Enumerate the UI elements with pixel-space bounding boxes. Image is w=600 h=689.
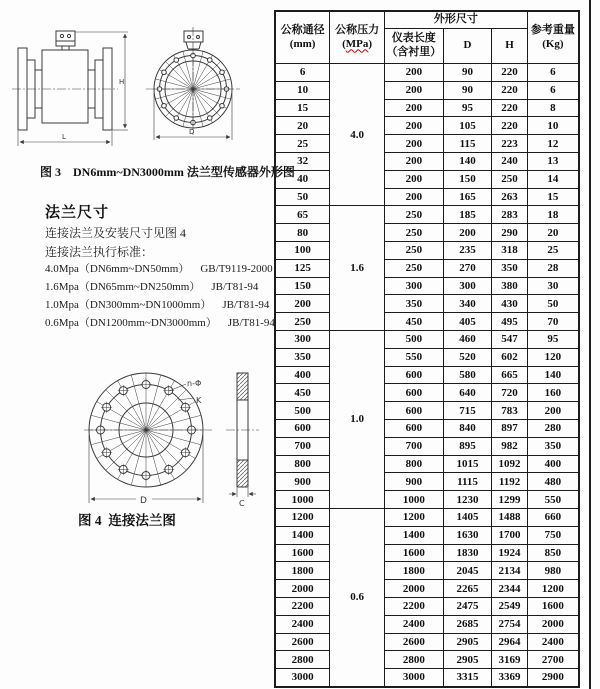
weight-cell: 280 bbox=[527, 419, 579, 437]
table-row bbox=[275, 526, 579, 544]
length-cell: 600 bbox=[384, 419, 443, 437]
length-cell: 200 bbox=[384, 170, 443, 188]
dn-cell: 100 bbox=[275, 241, 330, 259]
d-cell: 140 bbox=[443, 152, 492, 170]
dn-cell: 3000 bbox=[275, 669, 330, 687]
d-cell: 115 bbox=[443, 135, 492, 153]
h-cell: 1299 bbox=[492, 491, 527, 509]
pressure-cell: 1.6 bbox=[330, 206, 385, 331]
label-k: K bbox=[196, 396, 202, 405]
h-cell: 897 bbox=[492, 419, 527, 437]
figure4-drawing bbox=[0, 340, 270, 510]
table-row bbox=[275, 295, 579, 313]
weight-cell: 25 bbox=[527, 241, 579, 259]
table-row bbox=[275, 224, 579, 242]
d-cell: 520 bbox=[443, 348, 492, 366]
h-cell: 495 bbox=[492, 313, 527, 331]
table-row bbox=[275, 508, 579, 526]
length-cell: 250 bbox=[384, 206, 443, 224]
h-cell: 602 bbox=[492, 348, 527, 366]
d-cell: 200 bbox=[443, 224, 492, 242]
flange-note-1: 连接法兰及安装尺寸见图 4 bbox=[45, 226, 187, 240]
flange-section-view bbox=[226, 373, 259, 497]
weight-cell: 750 bbox=[527, 526, 579, 544]
h-cell: 2344 bbox=[492, 580, 527, 598]
spec-table bbox=[274, 10, 580, 688]
table-row bbox=[275, 580, 579, 598]
weight-cell: 8 bbox=[527, 99, 579, 117]
d-cell: 715 bbox=[443, 402, 492, 420]
length-cell: 1600 bbox=[384, 544, 443, 562]
dn-cell: 1800 bbox=[275, 562, 330, 580]
d-cell: 300 bbox=[443, 277, 492, 295]
h-cell: 2754 bbox=[492, 615, 527, 633]
weight-cell: 13 bbox=[527, 152, 579, 170]
weight-cell: 120 bbox=[527, 348, 579, 366]
dn-cell: 125 bbox=[275, 259, 330, 277]
h-cell: 220 bbox=[492, 81, 527, 99]
weight-cell: 660 bbox=[527, 508, 579, 526]
length-cell: 500 bbox=[384, 330, 443, 348]
table-row bbox=[275, 152, 579, 170]
length-cell: 250 bbox=[384, 224, 443, 242]
d-cell: 1115 bbox=[443, 473, 492, 491]
header-length: 仪表长度 （含衬里） bbox=[384, 29, 443, 64]
standard-line-1: 4.0Mpa（DN6mm~DN50mm） GB/T9119-2000 bbox=[45, 263, 273, 275]
dn-cell: 65 bbox=[275, 206, 330, 224]
table-row bbox=[275, 633, 579, 651]
d-cell: 185 bbox=[443, 206, 492, 224]
h-cell: 263 bbox=[492, 188, 527, 206]
weight-cell: 1600 bbox=[527, 597, 579, 615]
d-cell: 460 bbox=[443, 330, 492, 348]
weight-cell: 1200 bbox=[527, 580, 579, 598]
h-cell: 665 bbox=[492, 366, 527, 384]
dn-cell: 150 bbox=[275, 277, 330, 295]
length-cell: 600 bbox=[384, 366, 443, 384]
h-cell: 250 bbox=[492, 170, 527, 188]
table-row bbox=[275, 135, 579, 153]
h-cell: 380 bbox=[492, 277, 527, 295]
h-cell: 2134 bbox=[492, 562, 527, 580]
d-cell: 1015 bbox=[443, 455, 492, 473]
table-row bbox=[275, 491, 579, 509]
dn-cell: 2200 bbox=[275, 597, 330, 615]
d-cell: 1830 bbox=[443, 544, 492, 562]
h-cell: 783 bbox=[492, 402, 527, 420]
h-cell: 240 bbox=[492, 152, 527, 170]
weight-cell: 95 bbox=[527, 330, 579, 348]
table-row bbox=[275, 170, 579, 188]
length-cell: 200 bbox=[384, 81, 443, 99]
length-cell: 350 bbox=[384, 295, 443, 313]
table-row bbox=[275, 384, 579, 402]
length-cell: 200 bbox=[384, 188, 443, 206]
table-row bbox=[275, 402, 579, 420]
dn-cell: 500 bbox=[275, 402, 330, 420]
length-cell: 3000 bbox=[384, 669, 443, 687]
d-cell: 895 bbox=[443, 437, 492, 455]
dn-cell: 1600 bbox=[275, 544, 330, 562]
d-cell: 405 bbox=[443, 313, 492, 331]
weight-cell: 2400 bbox=[527, 633, 579, 651]
h-cell: 220 bbox=[492, 64, 527, 82]
dim-label-d: D bbox=[140, 496, 147, 506]
dn-cell: 1200 bbox=[275, 508, 330, 526]
length-cell: 2800 bbox=[384, 651, 443, 669]
dn-cell: 900 bbox=[275, 473, 330, 491]
d-cell: 3315 bbox=[443, 669, 492, 687]
table-row bbox=[275, 651, 579, 669]
length-cell: 1800 bbox=[384, 562, 443, 580]
length-cell: 600 bbox=[384, 384, 443, 402]
dn-cell: 20 bbox=[275, 117, 330, 135]
length-cell: 200 bbox=[384, 99, 443, 117]
pressure-cell: 0.6 bbox=[330, 508, 385, 686]
standard-line-2: 1.6Mpa（DN65mm~DN250mm） JB/T81-94 bbox=[45, 281, 259, 293]
length-cell: 300 bbox=[384, 277, 443, 295]
table-row bbox=[275, 81, 579, 99]
table-row bbox=[275, 99, 579, 117]
length-cell: 800 bbox=[384, 455, 443, 473]
weight-cell: 400 bbox=[527, 455, 579, 473]
label-c: C bbox=[239, 499, 245, 508]
weight-cell: 10 bbox=[527, 117, 579, 135]
weight-cell: 20 bbox=[527, 224, 579, 242]
length-cell: 200 bbox=[384, 64, 443, 82]
d-cell: 90 bbox=[443, 64, 492, 82]
table-row bbox=[275, 330, 579, 348]
h-cell: 220 bbox=[492, 99, 527, 117]
table-row bbox=[275, 313, 579, 331]
table-row bbox=[275, 615, 579, 633]
length-cell: 700 bbox=[384, 437, 443, 455]
weight-cell: 850 bbox=[527, 544, 579, 562]
weight-cell: 200 bbox=[527, 402, 579, 420]
weight-cell: 30 bbox=[527, 277, 579, 295]
converter-box bbox=[56, 31, 75, 50]
d-cell: 340 bbox=[443, 295, 492, 313]
length-cell: 2400 bbox=[384, 615, 443, 633]
dn-cell: 350 bbox=[275, 348, 330, 366]
d-cell: 2685 bbox=[443, 615, 492, 633]
d-cell: 1405 bbox=[443, 508, 492, 526]
d-cell: 150 bbox=[443, 170, 492, 188]
h-cell: 982 bbox=[492, 437, 527, 455]
flange-note-2: 连接法兰执行标准： bbox=[45, 245, 154, 259]
pressure-cell: 1.0 bbox=[330, 330, 385, 508]
dn-cell: 800 bbox=[275, 455, 330, 473]
table-row bbox=[275, 562, 579, 580]
header-weight: 参考重量 (Kg) bbox=[527, 11, 579, 64]
dn-cell: 450 bbox=[275, 384, 330, 402]
weight-cell: 6 bbox=[527, 64, 579, 82]
length-cell: 200 bbox=[384, 152, 443, 170]
d-cell: 165 bbox=[443, 188, 492, 206]
d-cell: 90 bbox=[443, 81, 492, 99]
length-cell: 2000 bbox=[384, 580, 443, 598]
dn-cell: 2400 bbox=[275, 615, 330, 633]
standard-line-4: 0.6Mpa（DN1200mm~DN3000mm） JB/T81-94 bbox=[45, 317, 275, 329]
standard-line-3: 1.0Mpa（DN300mm~DN1000mm） JB/T81-94 bbox=[45, 299, 270, 311]
dn-cell: 6 bbox=[275, 64, 330, 82]
weight-cell: 15 bbox=[527, 188, 579, 206]
dn-cell: 600 bbox=[275, 419, 330, 437]
d-cell: 1630 bbox=[443, 526, 492, 544]
mpa-unit: MPa bbox=[345, 37, 369, 50]
spec-table-body bbox=[275, 64, 579, 687]
dn-cell: 32 bbox=[275, 152, 330, 170]
table-row bbox=[275, 241, 579, 259]
h-cell: 290 bbox=[492, 224, 527, 242]
h-cell: 3369 bbox=[492, 669, 527, 687]
dn-cell: 250 bbox=[275, 313, 330, 331]
dn-cell: 1400 bbox=[275, 526, 330, 544]
table-row bbox=[275, 437, 579, 455]
weight-cell: 480 bbox=[527, 473, 579, 491]
header-pn: 公称压力 (MPa) bbox=[330, 11, 385, 64]
weight-cell: 140 bbox=[527, 366, 579, 384]
dn-cell: 400 bbox=[275, 366, 330, 384]
table-row bbox=[275, 544, 579, 562]
leader-line-k bbox=[178, 398, 194, 400]
length-cell: 250 bbox=[384, 241, 443, 259]
h-cell: 1092 bbox=[492, 455, 527, 473]
d-cell: 105 bbox=[443, 117, 492, 135]
h-cell: 220 bbox=[492, 117, 527, 135]
dn-cell: 25 bbox=[275, 135, 330, 153]
header-dn: 公称通径 (mm) bbox=[275, 11, 330, 64]
weight-cell: 12 bbox=[527, 135, 579, 153]
weight-cell: 14 bbox=[527, 170, 579, 188]
d-cell: 270 bbox=[443, 259, 492, 277]
d-cell: 2265 bbox=[443, 580, 492, 598]
dn-cell: 50 bbox=[275, 188, 330, 206]
length-cell: 550 bbox=[384, 348, 443, 366]
flange-front-view bbox=[84, 373, 212, 503]
dn-cell: 2800 bbox=[275, 651, 330, 669]
pressure-cell: 4.0 bbox=[330, 64, 385, 206]
weight-cell: 50 bbox=[527, 295, 579, 313]
page-right-border bbox=[589, 0, 591, 689]
length-cell: 900 bbox=[384, 473, 443, 491]
weight-cell: 2700 bbox=[527, 651, 579, 669]
length-cell: 1400 bbox=[384, 526, 443, 544]
weight-cell: 550 bbox=[527, 491, 579, 509]
table-row bbox=[275, 277, 579, 295]
d-cell: 2045 bbox=[443, 562, 492, 580]
d-cell: 95 bbox=[443, 99, 492, 117]
dn-cell: 2000 bbox=[275, 580, 330, 598]
dn-cell: 40 bbox=[275, 170, 330, 188]
d-cell: 840 bbox=[443, 419, 492, 437]
table-row bbox=[275, 669, 579, 687]
header-h: H bbox=[492, 29, 527, 64]
d-cell: 2475 bbox=[443, 597, 492, 615]
table-row bbox=[275, 366, 579, 384]
dn-cell: 15 bbox=[275, 99, 330, 117]
dn-cell: 80 bbox=[275, 224, 330, 242]
dn-cell: 10 bbox=[275, 81, 330, 99]
length-cell: 1000 bbox=[384, 491, 443, 509]
length-cell: 200 bbox=[384, 117, 443, 135]
dim-label-l: L bbox=[62, 133, 66, 141]
dim-label-h: H bbox=[119, 78, 125, 86]
flange-size-heading: 法兰尺寸 bbox=[45, 205, 110, 221]
h-cell: 318 bbox=[492, 241, 527, 259]
table-row bbox=[275, 117, 579, 135]
weight-cell: 160 bbox=[527, 384, 579, 402]
length-cell: 1200 bbox=[384, 508, 443, 526]
h-cell: 2549 bbox=[492, 597, 527, 615]
length-cell: 600 bbox=[384, 402, 443, 420]
weight-cell: 350 bbox=[527, 437, 579, 455]
figure4-caption: 图 4 连接法兰图 bbox=[78, 513, 176, 528]
table-row bbox=[275, 188, 579, 206]
h-cell: 1488 bbox=[492, 508, 527, 526]
length-cell: 2200 bbox=[384, 597, 443, 615]
d-cell: 580 bbox=[443, 366, 492, 384]
dn-cell: 2600 bbox=[275, 633, 330, 651]
sensor-front-view bbox=[146, 27, 240, 140]
length-cell: 250 bbox=[384, 259, 443, 277]
table-row bbox=[275, 455, 579, 473]
weight-cell: 18 bbox=[527, 206, 579, 224]
h-cell: 350 bbox=[492, 259, 527, 277]
length-cell: 450 bbox=[384, 313, 443, 331]
h-cell: 223 bbox=[492, 135, 527, 153]
h-cell: 720 bbox=[492, 384, 527, 402]
h-cell: 1700 bbox=[492, 526, 527, 544]
dn-cell: 300 bbox=[275, 330, 330, 348]
weight-cell: 2000 bbox=[527, 615, 579, 633]
d-cell: 235 bbox=[443, 241, 492, 259]
table-row bbox=[275, 348, 579, 366]
table-row bbox=[275, 64, 579, 82]
label-n-phi: n-Φ bbox=[187, 379, 202, 388]
weight-cell: 28 bbox=[527, 259, 579, 277]
dn-cell: 200 bbox=[275, 295, 330, 313]
d-cell: 1230 bbox=[443, 491, 492, 509]
dn-cell: 1000 bbox=[275, 491, 330, 509]
dn-cell: 700 bbox=[275, 437, 330, 455]
h-cell: 1924 bbox=[492, 544, 527, 562]
table-row bbox=[275, 473, 579, 491]
length-cell: 200 bbox=[384, 135, 443, 153]
h-cell: 2964 bbox=[492, 633, 527, 651]
h-cell: 430 bbox=[492, 295, 527, 313]
d-cell: 2905 bbox=[443, 651, 492, 669]
sensor-side-view bbox=[12, 31, 128, 146]
weight-cell: 2900 bbox=[527, 669, 579, 687]
d-cell: 2905 bbox=[443, 633, 492, 651]
table-row bbox=[275, 597, 579, 615]
header-dims: 外形尺寸 bbox=[384, 11, 527, 29]
dim-label-d: D bbox=[189, 128, 195, 136]
table-row bbox=[275, 419, 579, 437]
h-cell: 547 bbox=[492, 330, 527, 348]
converter-box-front bbox=[184, 31, 203, 49]
h-cell: 283 bbox=[492, 206, 527, 224]
header-d: D bbox=[443, 29, 492, 64]
weight-cell: 980 bbox=[527, 562, 579, 580]
d-cell: 640 bbox=[443, 384, 492, 402]
length-cell: 2600 bbox=[384, 633, 443, 651]
table-row bbox=[275, 259, 579, 277]
h-cell: 3169 bbox=[492, 651, 527, 669]
weight-cell: 70 bbox=[527, 313, 579, 331]
figure3-caption: 图 3 DN6mm~DN3000mm 法兰型传感器外形图 bbox=[40, 165, 295, 179]
h-cell: 1192 bbox=[492, 473, 527, 491]
figure3-drawing bbox=[0, 0, 260, 160]
table-row bbox=[275, 206, 579, 224]
weight-cell: 6 bbox=[527, 81, 579, 99]
